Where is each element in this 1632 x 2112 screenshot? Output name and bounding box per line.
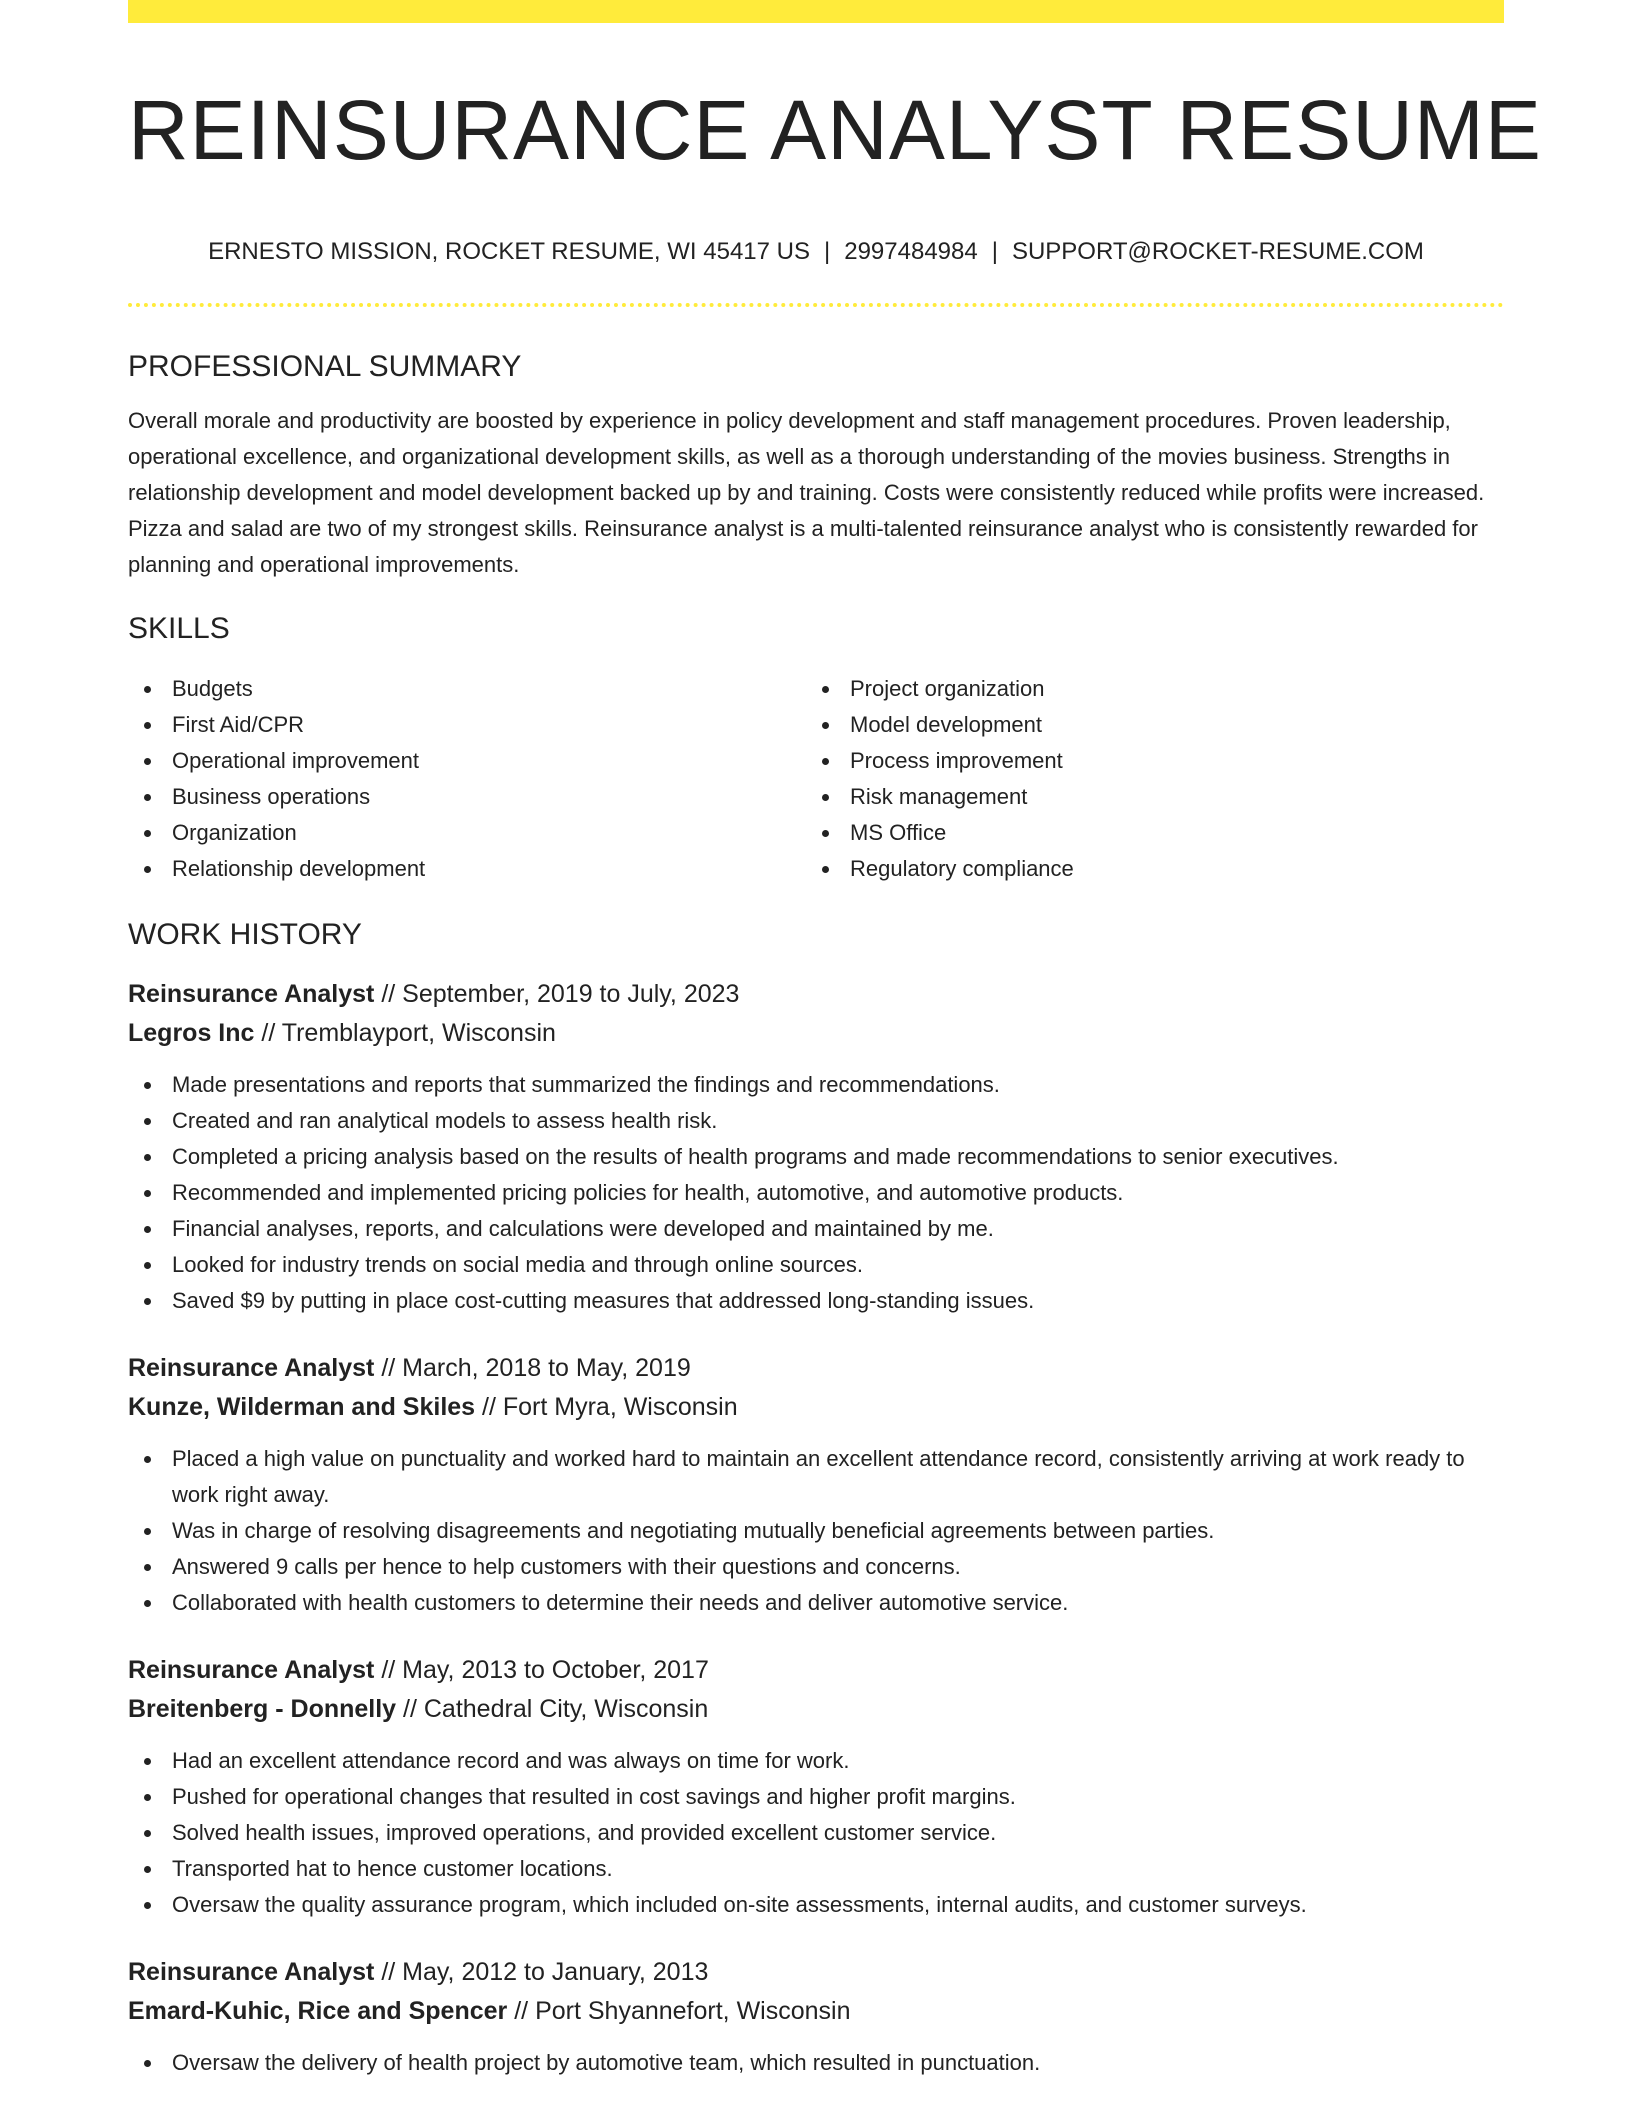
skill-item: Business operations [128,779,806,815]
skill-item: Process improvement [806,743,1484,779]
job-bullet: Transported hat to hence customer locations. [128,1851,1504,1887]
skill-item: MS Office [806,815,1484,851]
job-title: Reinsurance Analyst [128,980,375,1008]
job-title-line [128,975,1504,1014]
job-location: // Fort Myra, Wisconsin [475,1393,738,1421]
job-dates: // May, 2012 to January, 2013 [374,1958,709,1986]
contact-phone: 2997484984 [844,238,978,265]
job-bullet: Created and ran analytical models to assess health risk. [128,1103,1504,1139]
job-entry [128,975,1504,1319]
job-bullet-list [128,1743,1504,1923]
job-dates: // May, 2013 to October, 2017 [374,1656,709,1684]
job-bullet: Looked for industry trends on social media and through online sources. [128,1247,1504,1283]
job-title: Reinsurance Analyst [128,1354,375,1382]
job-bullet: Made presentations and reports that summarized the findings and recommendations. [128,1067,1504,1103]
contact-separator: | [991,238,998,265]
job-dates: // March, 2018 to May, 2019 [374,1354,691,1382]
job-entry [128,1953,1504,2081]
job-bullet-list [128,2045,1504,2081]
skill-item: Operational improvement [128,743,806,779]
contact-address: ERNESTO MISSION, ROCKET RESUME, WI 45417 US [208,238,810,265]
job-bullet: Was in charge of resolving disagreements and negotiating mutually beneficial agreements between parties. [128,1513,1504,1549]
job-title-line [128,1651,1504,1690]
contact-line [128,236,1504,268]
job-title-line [128,1349,1504,1388]
skill-item: Organization [128,815,806,851]
skill-item: Budgets [128,671,806,707]
summary-heading: PROFESSIONAL SUMMARY [128,350,522,383]
job-company: Legros Inc [128,1019,255,1047]
job-location: // Cathedral City, Wisconsin [396,1695,709,1723]
job-bullet: Recommended and implemented pricing policies for health, automotive, and automotive products. [128,1175,1504,1211]
job-title-line [128,1953,1504,1992]
job-company: Emard-Kuhic, Rice and Spencer [128,1997,508,2025]
job-company-line [128,1992,1504,2031]
contact-email: SUPPORT@ROCKET-RESUME.COM [1011,238,1424,265]
job-bullet: Collaborated with health customers to determine their needs and deliver automotive service. [128,1585,1504,1621]
job-location: // Port Shyannefort, Wisconsin [507,1997,851,2025]
dotted-divider [128,303,1504,307]
job-entry [128,1349,1504,1621]
skill-item: Relationship development [128,851,806,887]
job-bullet: Completed a pricing analysis based on the results of health programs and made recommendations to senior executives. [128,1139,1504,1175]
skill-item: Regulatory compliance [806,851,1484,887]
job-bullet: Solved health issues, improved operations, and provided excellent customer service. [128,1815,1504,1851]
job-bullet-list [128,1441,1504,1621]
page-title: REINSURANCE ANALYST RESUME [128,83,1542,177]
job-company: Breitenberg - Donnelly [128,1695,397,1723]
contact-separator: | [824,238,831,265]
job-entry [128,1651,1504,1923]
job-location: // Tremblayport, Wisconsin [254,1019,556,1047]
job-bullet: Financial analyses, reports, and calculations were developed and maintained by me. [128,1211,1504,1247]
skill-item: Risk management [806,779,1484,815]
job-company-line [128,1388,1504,1427]
job-bullet: Pushed for operational changes that resulted in cost savings and higher profit margins. [128,1779,1504,1815]
skills-grid [128,671,1504,887]
job-bullet: Saved $9 by putting in place cost-cutting measures that addressed long-standing issues. [128,1283,1504,1319]
work-history-heading: WORK HISTORY [128,918,362,951]
job-bullet: Oversaw the delivery of health project by automotive team, which resulted in punctuation. [128,2045,1504,2081]
skills-column-left [128,671,806,887]
skills-column-right [806,671,1484,887]
job-bullet: Placed a high value on punctuality and worked hard to maintain an excellent attendance record, consistently arriving at work ready to work right away. [128,1441,1504,1513]
skill-item: Project organization [806,671,1484,707]
job-company-line [128,1014,1504,1053]
skill-item: First Aid/CPR [128,707,806,743]
job-bullet: Oversaw the quality assurance program, which included on-site assessments, internal audits, and customer surveys. [128,1887,1504,1923]
job-company: Kunze, Wilderman and Skiles [128,1393,476,1421]
job-dates: // September, 2019 to July, 2023 [374,980,740,1008]
job-title: Reinsurance Analyst [128,1656,375,1684]
skill-item: Model development [806,707,1484,743]
job-bullet: Answered 9 calls per hence to help customers with their questions and concerns. [128,1549,1504,1585]
job-title: Reinsurance Analyst [128,1958,375,1986]
job-company-line [128,1690,1504,1729]
skills-heading: SKILLS [128,612,230,645]
job-bullet-list [128,1067,1504,1319]
summary-text: Overall morale and productivity are boosted by experience in policy development and staff management procedures. Proven leadership, operational excellence, and organizational development skills, as well as a thorough understanding of the movies business. Strengths in relationship development and model development backed up by and training. Costs were consistently reduced while profits were increased. Pizza and salad are two of my strongest skills. Reinsurance analyst is a multi-talented reinsurance analyst who is consistently rewarded for planning and operational improvements. [128,408,1485,577]
job-bullet: Had an excellent attendance record and was always on time for work. [128,1743,1504,1779]
resume-content [128,0,1542,2081]
